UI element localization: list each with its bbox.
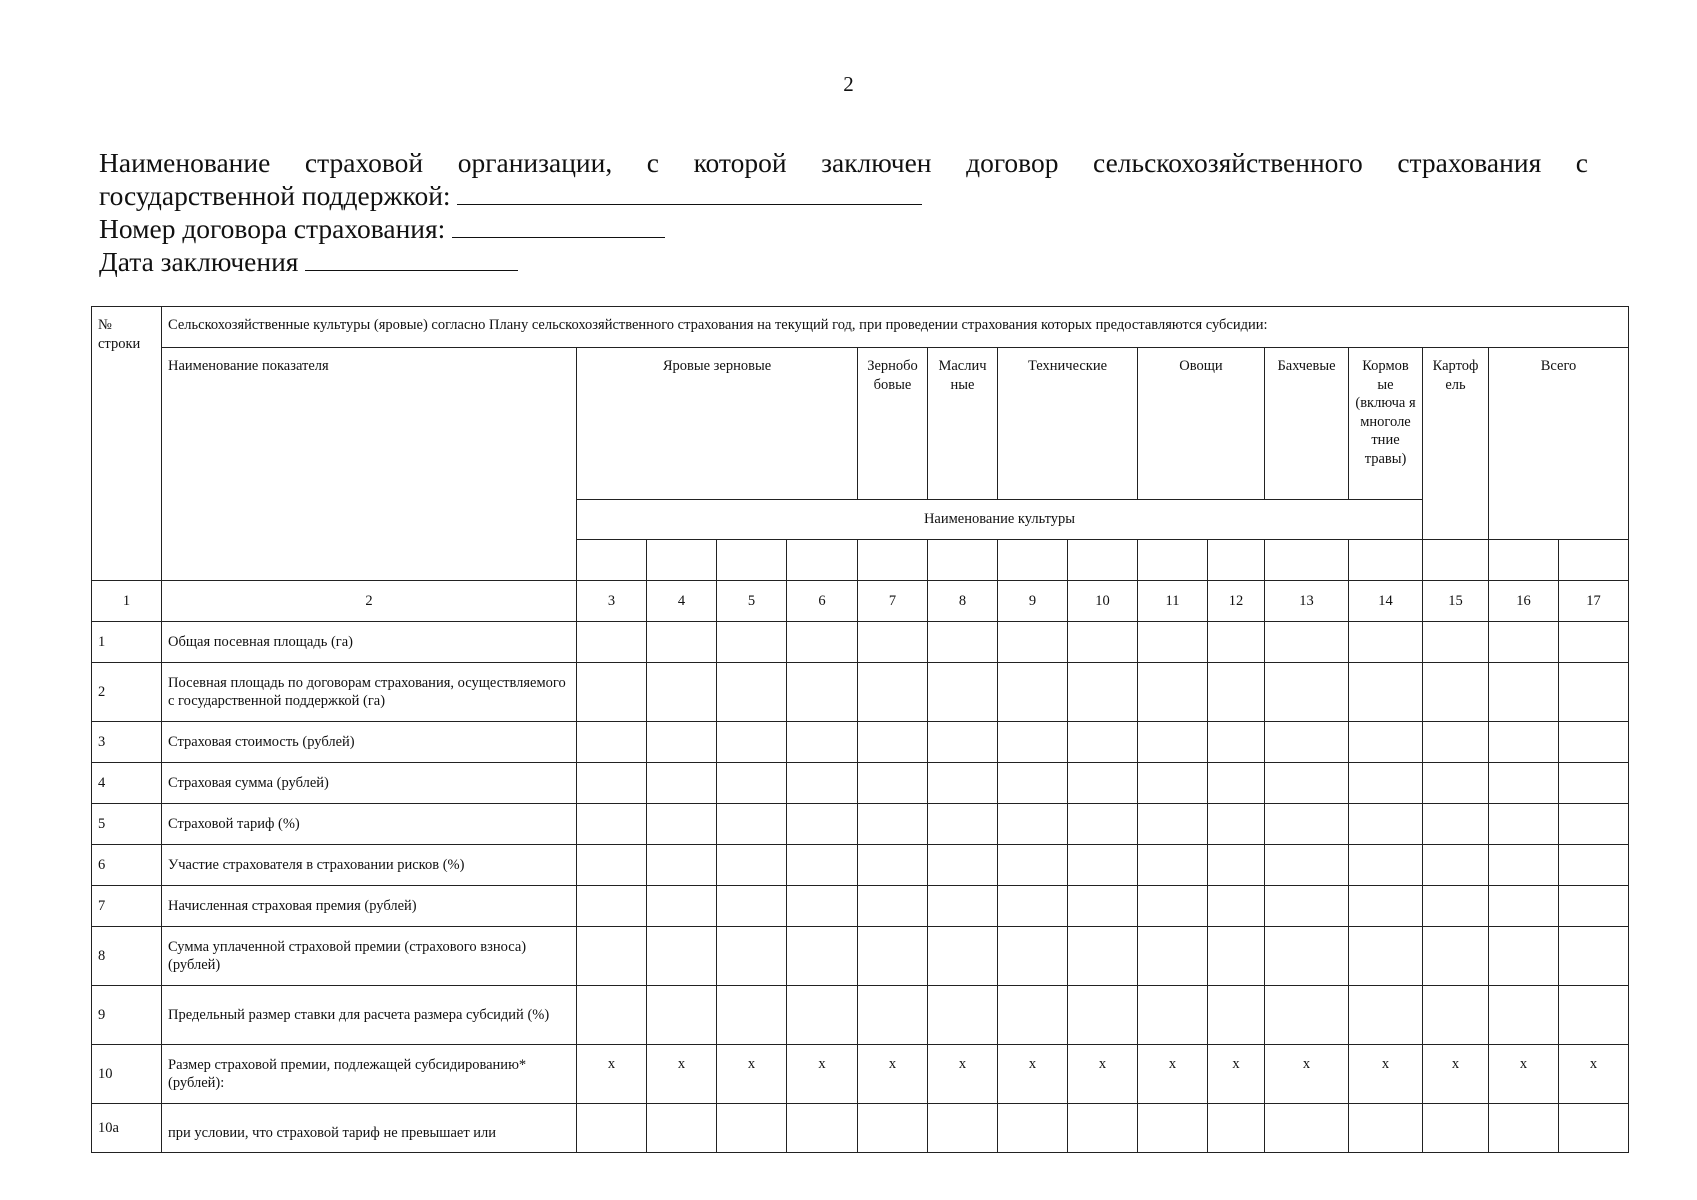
value-cell[interactable] <box>647 804 717 845</box>
value-cell[interactable] <box>1068 663 1138 722</box>
value-cell[interactable] <box>787 927 858 986</box>
group-technical: Технические <box>998 348 1138 500</box>
crop-name-cell[interactable] <box>998 540 1068 581</box>
value-cell[interactable] <box>1559 886 1629 927</box>
column-number: 16 <box>1489 581 1559 622</box>
value-cell[interactable] <box>1208 845 1265 886</box>
not-applicable-mark: х <box>1489 1045 1559 1104</box>
indicator-label: Страховой тариф (%) <box>162 804 577 845</box>
column-number: 15 <box>1423 581 1489 622</box>
row-number: 4 <box>92 763 162 804</box>
group-forage: Кормов ые (включа я многоле тние травы) <box>1349 348 1423 500</box>
value-cell[interactable] <box>858 722 928 763</box>
value-cell[interactable] <box>998 663 1068 722</box>
row-number: 3 <box>92 722 162 763</box>
crop-name-cell[interactable] <box>1489 540 1559 581</box>
value-cell[interactable] <box>647 886 717 927</box>
value-cell[interactable] <box>577 663 647 722</box>
column-number: 7 <box>858 581 928 622</box>
value-cell[interactable] <box>577 622 647 663</box>
value-cell[interactable] <box>1423 986 1489 1045</box>
value-cell[interactable] <box>1423 722 1489 763</box>
table-row <box>92 986 1629 1045</box>
value-cell[interactable] <box>647 927 717 986</box>
value-cell[interactable] <box>1138 722 1208 763</box>
value-cell[interactable] <box>998 622 1068 663</box>
value-cell[interactable] <box>1068 622 1138 663</box>
column-number: 8 <box>928 581 998 622</box>
conclusion-date-label: Дата заключения <box>99 246 299 277</box>
value-cell[interactable] <box>858 804 928 845</box>
value-cell[interactable] <box>998 845 1068 886</box>
column-number: 2 <box>162 581 577 622</box>
crop-name-cell[interactable] <box>1423 540 1489 581</box>
value-cell[interactable] <box>717 663 787 722</box>
not-applicable-mark: х <box>858 1045 928 1104</box>
value-cell[interactable] <box>787 663 858 722</box>
value-cell[interactable] <box>717 763 787 804</box>
value-cell[interactable] <box>1559 804 1629 845</box>
column-number: 10 <box>1068 581 1138 622</box>
value-cell[interactable] <box>1489 763 1559 804</box>
value-cell[interactable] <box>1208 1104 1265 1153</box>
form-header <box>99 146 1588 278</box>
value-cell[interactable] <box>1208 763 1265 804</box>
column-number: 13 <box>1265 581 1349 622</box>
value-cell[interactable] <box>998 927 1068 986</box>
value-cell[interactable] <box>1423 1104 1489 1153</box>
value-cell[interactable] <box>647 986 717 1045</box>
value-cell[interactable] <box>928 804 998 845</box>
value-cell[interactable] <box>858 622 928 663</box>
value-cell[interactable] <box>928 663 998 722</box>
value-cell[interactable] <box>928 927 998 986</box>
value-cell[interactable] <box>1559 927 1629 986</box>
value-cell[interactable] <box>1423 886 1489 927</box>
value-cell[interactable] <box>1489 986 1559 1045</box>
value-cell[interactable] <box>1265 763 1349 804</box>
indicator-label: Сумма уплаченной страховой премии (страхового взноса) (рублей) <box>162 927 577 986</box>
value-cell[interactable] <box>717 845 787 886</box>
crop-name-cell[interactable] <box>1265 540 1349 581</box>
value-cell[interactable] <box>1265 927 1349 986</box>
value-cell[interactable] <box>1349 804 1423 845</box>
value-cell[interactable] <box>577 804 647 845</box>
table-row <box>92 886 1629 927</box>
column-number: 9 <box>998 581 1068 622</box>
value-cell[interactable] <box>1138 663 1208 722</box>
value-cell[interactable] <box>1423 804 1489 845</box>
value-cell[interactable] <box>1138 845 1208 886</box>
indicator-label: Начисленная страховая премия (рублей) <box>162 886 577 927</box>
crop-name-cell[interactable] <box>858 540 928 581</box>
value-cell[interactable] <box>1265 722 1349 763</box>
value-cell[interactable] <box>1423 927 1489 986</box>
table-row <box>92 1045 1629 1104</box>
value-cell[interactable] <box>787 763 858 804</box>
not-applicable-mark: х <box>1265 1045 1349 1104</box>
not-applicable-mark: х <box>1559 1045 1629 1104</box>
value-cell[interactable] <box>1349 845 1423 886</box>
value-cell[interactable] <box>577 886 647 927</box>
value-cell[interactable] <box>1138 804 1208 845</box>
value-cell[interactable] <box>717 986 787 1045</box>
value-cell[interactable] <box>1349 886 1423 927</box>
value-cell[interactable] <box>1349 622 1423 663</box>
value-cell[interactable] <box>928 722 998 763</box>
value-cell[interactable] <box>787 1104 858 1153</box>
crop-name-cell[interactable] <box>647 540 717 581</box>
column-number-row <box>92 581 1629 622</box>
value-cell[interactable] <box>1559 763 1629 804</box>
contract-number-label: Номер договора страхования: <box>99 213 446 244</box>
value-cell[interactable] <box>1208 663 1265 722</box>
value-cell[interactable] <box>1349 722 1423 763</box>
not-applicable-mark: х <box>787 1045 858 1104</box>
column-number: 3 <box>577 581 647 622</box>
column-number: 1 <box>92 581 162 622</box>
group-potato: Картоф ель <box>1423 348 1489 540</box>
value-cell[interactable] <box>787 722 858 763</box>
value-cell[interactable] <box>1138 927 1208 986</box>
value-cell[interactable] <box>1489 886 1559 927</box>
value-cell[interactable] <box>1208 722 1265 763</box>
value-cell[interactable] <box>1265 663 1349 722</box>
indicator-label: Страховая сумма (рублей) <box>162 763 577 804</box>
table-row <box>92 804 1629 845</box>
value-cell[interactable] <box>647 622 717 663</box>
column-number: 5 <box>717 581 787 622</box>
value-cell[interactable] <box>858 845 928 886</box>
value-cell[interactable] <box>1423 763 1489 804</box>
not-applicable-mark: х <box>1349 1045 1423 1104</box>
value-cell[interactable] <box>577 722 647 763</box>
row-number: 9 <box>92 986 162 1045</box>
value-cell[interactable] <box>577 845 647 886</box>
not-applicable-mark: х <box>577 1045 647 1104</box>
value-cell[interactable] <box>1068 722 1138 763</box>
value-cell[interactable] <box>1068 845 1138 886</box>
row-number: 6 <box>92 845 162 886</box>
value-cell[interactable] <box>1559 622 1629 663</box>
value-cell[interactable] <box>1349 1104 1423 1153</box>
crop-name-cell[interactable] <box>717 540 787 581</box>
value-cell[interactable] <box>1208 886 1265 927</box>
indicator-label: Страховая стоимость (рублей) <box>162 722 577 763</box>
indicator-header: Наименование показателя <box>162 348 577 581</box>
value-cell[interactable] <box>1559 1104 1629 1153</box>
crop-name-cell[interactable] <box>928 540 998 581</box>
crop-name-cell[interactable] <box>1559 540 1629 581</box>
value-cell[interactable] <box>998 986 1068 1045</box>
value-cell[interactable] <box>717 927 787 986</box>
value-cell[interactable] <box>1349 986 1423 1045</box>
value-cell[interactable] <box>1265 622 1349 663</box>
conclusion-date-field[interactable] <box>305 246 518 271</box>
crop-name-cell[interactable] <box>1068 540 1138 581</box>
value-cell[interactable] <box>1489 804 1559 845</box>
table-row <box>92 622 1629 663</box>
group-legumes: Зернобо бовые <box>858 348 928 500</box>
value-cell[interactable] <box>1349 663 1423 722</box>
value-cell[interactable] <box>1559 986 1629 1045</box>
value-cell[interactable] <box>647 845 717 886</box>
value-cell[interactable] <box>1489 927 1559 986</box>
page-number: 2 <box>843 72 854 96</box>
value-cell[interactable] <box>717 804 787 845</box>
value-cell[interactable] <box>1489 622 1559 663</box>
column-number: 6 <box>787 581 858 622</box>
value-cell[interactable] <box>1068 763 1138 804</box>
table-row <box>92 722 1629 763</box>
row-number: 2 <box>92 663 162 722</box>
not-applicable-mark: х <box>1068 1045 1138 1104</box>
crop-name-cell[interactable] <box>1208 540 1265 581</box>
column-number: 17 <box>1559 581 1629 622</box>
table-row <box>92 763 1629 804</box>
value-cell[interactable] <box>787 886 858 927</box>
row-number: 1 <box>92 622 162 663</box>
row-number: 8 <box>92 927 162 986</box>
value-cell[interactable] <box>928 1104 998 1153</box>
column-number: 4 <box>647 581 717 622</box>
column-number: 11 <box>1138 581 1208 622</box>
contract-number-field[interactable] <box>452 213 665 238</box>
indicator-label: Размер страховой премии, подлежащей субсидированию* (рублей): <box>162 1045 577 1104</box>
crop-name-cell[interactable] <box>577 540 647 581</box>
value-cell[interactable] <box>998 722 1068 763</box>
not-applicable-mark: х <box>928 1045 998 1104</box>
value-cell[interactable] <box>1559 845 1629 886</box>
insurer-name-label: Наименование страховой организации, с которой заключен договор сельскохозяйственного страхования с <box>99 147 1588 178</box>
value-cell[interactable] <box>1138 986 1208 1045</box>
column-number: 14 <box>1349 581 1423 622</box>
not-applicable-mark: х <box>1423 1045 1489 1104</box>
row-number: 10а <box>92 1104 162 1153</box>
value-cell[interactable] <box>1423 845 1489 886</box>
value-cell[interactable] <box>577 1104 647 1153</box>
value-cell[interactable] <box>717 1104 787 1153</box>
indicator-label: при условии, что страховой тариф не превышает или <box>162 1104 577 1153</box>
value-cell[interactable] <box>647 663 717 722</box>
value-cell[interactable] <box>647 722 717 763</box>
not-applicable-mark: х <box>1208 1045 1265 1104</box>
insurer-name-label-cont: государственной поддержкой: <box>99 180 451 211</box>
value-cell[interactable] <box>1068 886 1138 927</box>
not-applicable-mark: х <box>1138 1045 1208 1104</box>
indicator-label: Посевная площадь по договорам страхования, осуществляемого с государственной поддержкой (га) <box>162 663 577 722</box>
column-number: 12 <box>1208 581 1265 622</box>
value-cell[interactable] <box>1265 986 1349 1045</box>
value-cell[interactable] <box>717 886 787 927</box>
value-cell[interactable] <box>787 622 858 663</box>
value-cell[interactable] <box>577 927 647 986</box>
value-cell[interactable] <box>1349 927 1423 986</box>
value-cell[interactable] <box>1559 722 1629 763</box>
value-cell[interactable] <box>928 622 998 663</box>
value-cell[interactable] <box>647 763 717 804</box>
value-cell[interactable] <box>858 763 928 804</box>
value-cell[interactable] <box>787 986 858 1045</box>
indicator-label: Участие страхователя в страховании рисков (%) <box>162 845 577 886</box>
value-cell[interactable] <box>1423 622 1489 663</box>
value-cell[interactable] <box>1489 845 1559 886</box>
value-cell[interactable] <box>928 886 998 927</box>
group-total: Всего <box>1489 348 1629 540</box>
crop-name-header: Наименование культуры <box>577 500 1423 540</box>
value-cell[interactable] <box>1068 927 1138 986</box>
value-cell[interactable] <box>1068 1104 1138 1153</box>
value-cell[interactable] <box>577 986 647 1045</box>
value-cell[interactable] <box>577 763 647 804</box>
row-number: 7 <box>92 886 162 927</box>
value-cell[interactable] <box>928 986 998 1045</box>
table-row <box>92 927 1629 986</box>
table-row <box>92 663 1629 722</box>
value-cell[interactable] <box>1559 663 1629 722</box>
value-cell[interactable] <box>717 622 787 663</box>
value-cell[interactable] <box>1208 927 1265 986</box>
value-cell[interactable] <box>928 763 998 804</box>
table-row <box>92 845 1629 886</box>
group-vegetables: Овощи <box>1138 348 1265 500</box>
value-cell[interactable] <box>1423 663 1489 722</box>
value-cell[interactable] <box>1265 1104 1349 1153</box>
not-applicable-mark: х <box>647 1045 717 1104</box>
value-cell[interactable] <box>998 804 1068 845</box>
value-cell[interactable] <box>787 845 858 886</box>
value-cell[interactable] <box>858 663 928 722</box>
value-cell[interactable] <box>1489 1104 1559 1153</box>
value-cell[interactable] <box>998 886 1068 927</box>
value-cell[interactable] <box>998 763 1068 804</box>
value-cell[interactable] <box>858 886 928 927</box>
indicator-rows <box>92 622 1629 1153</box>
group-spring-grain: Яровые зерновые <box>577 348 858 500</box>
value-cell[interactable] <box>1208 622 1265 663</box>
value-cell[interactable] <box>1138 886 1208 927</box>
table-row <box>92 1104 1629 1153</box>
table-title: Сельскохозяйственные культуры (яровые) согласно Плану сельскохозяйственного страхования на текущий год, при проведении страхования которых предоставляются субсидии: <box>162 307 1629 348</box>
value-cell[interactable] <box>1138 1104 1208 1153</box>
value-cell[interactable] <box>1068 986 1138 1045</box>
indicator-label: Предельный размер ставки для расчета размера субсидий (%) <box>162 986 577 1045</box>
crop-name-cell[interactable] <box>1138 540 1208 581</box>
value-cell[interactable] <box>1489 663 1559 722</box>
value-cell[interactable] <box>1068 804 1138 845</box>
value-cell[interactable] <box>928 845 998 886</box>
value-cell[interactable] <box>1265 886 1349 927</box>
group-oilseeds: Маслич ные <box>928 348 998 500</box>
value-cell[interactable] <box>647 1104 717 1153</box>
value-cell[interactable] <box>1265 804 1349 845</box>
subsidy-report-table <box>91 306 1629 1153</box>
not-applicable-mark: х <box>998 1045 1068 1104</box>
row-number: 10 <box>92 1045 162 1104</box>
value-cell[interactable] <box>1208 986 1265 1045</box>
row-number: 5 <box>92 804 162 845</box>
value-cell[interactable] <box>1349 763 1423 804</box>
value-cell[interactable] <box>717 722 787 763</box>
row-number-header: № строки <box>92 307 162 581</box>
crop-name-cell[interactable] <box>1349 540 1423 581</box>
value-cell[interactable] <box>787 804 858 845</box>
not-applicable-mark: х <box>717 1045 787 1104</box>
value-cell[interactable] <box>1138 622 1208 663</box>
indicator-label: Общая посевная площадь (га) <box>162 622 577 663</box>
value-cell[interactable] <box>998 1104 1068 1153</box>
group-melons: Бахчевые <box>1265 348 1349 500</box>
value-cell[interactable] <box>858 927 928 986</box>
crop-name-cell[interactable] <box>787 540 858 581</box>
value-cell[interactable] <box>1265 845 1349 886</box>
insurer-name-field[interactable] <box>457 180 922 205</box>
value-cell[interactable] <box>1138 763 1208 804</box>
value-cell[interactable] <box>858 986 928 1045</box>
value-cell[interactable] <box>1208 804 1265 845</box>
value-cell[interactable] <box>858 1104 928 1153</box>
value-cell[interactable] <box>1489 722 1559 763</box>
